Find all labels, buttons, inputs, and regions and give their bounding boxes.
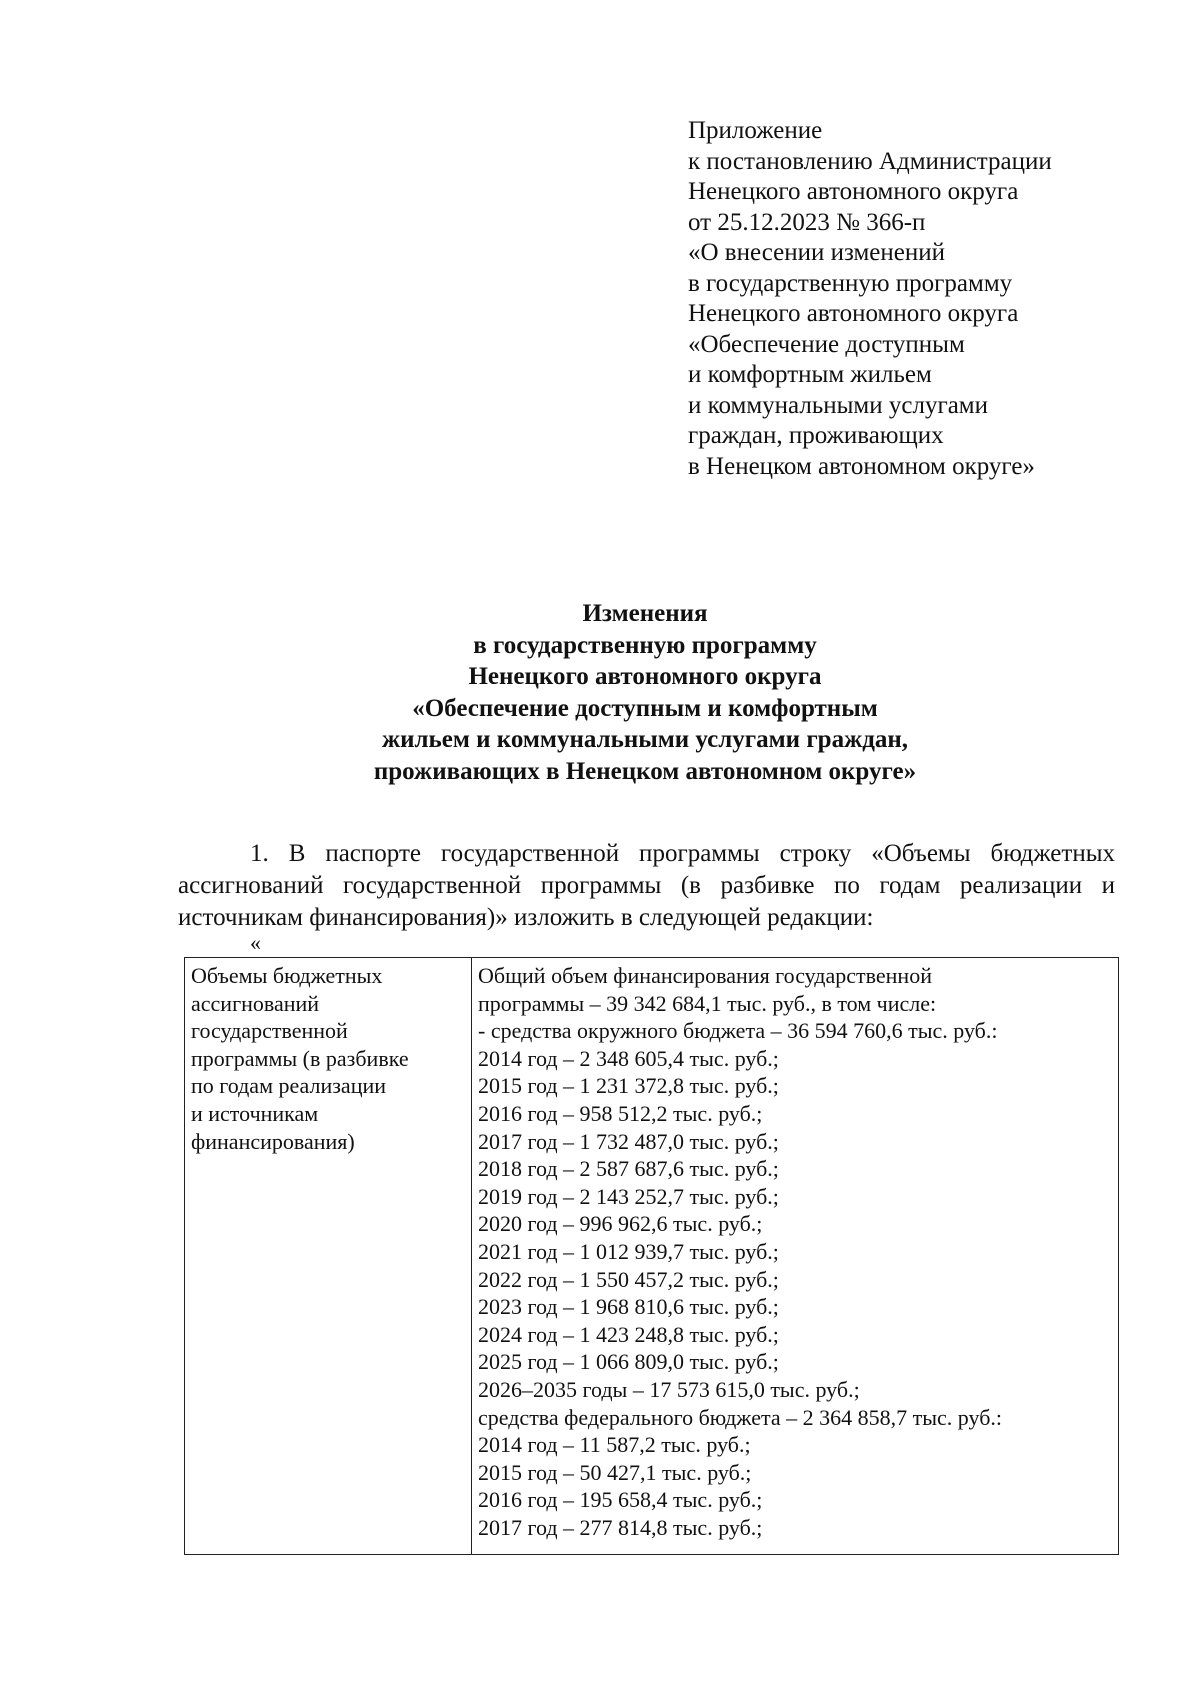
appendix-line: и коммунальными услугами xyxy=(688,391,988,419)
funding-line: 2023 год – 1 968 810,6 тыс. руб.; xyxy=(478,1294,779,1320)
appendix-line: Приложение xyxy=(688,117,823,144)
funding-line: Общий объем финансирования государственной xyxy=(478,963,932,988)
row-label-line: программы (в разбивке xyxy=(191,1045,409,1071)
funding-line: 2025 год – 1 066 809,0 тыс. руб.; xyxy=(478,1349,779,1375)
appendix-line: от 25.12.2023 № 366-п xyxy=(688,208,926,236)
appendix-line: в Ненецком автономном округе» xyxy=(688,452,1035,480)
title-line: проживающих в Ненецком автономном округе» xyxy=(373,757,917,785)
funding-line: 2015 год – 50 427,1 тыс. руб.; xyxy=(478,1459,752,1485)
table-cell-row-label xyxy=(191,962,467,1155)
funding-line: - средства окружного бюджета – 36 594 760,6 тыс. руб.: xyxy=(478,1018,998,1044)
funding-line: 2022 год – 1 550 457,2 тыс. руб.; xyxy=(478,1266,779,1292)
row-label-line: по годам реализации xyxy=(191,1073,387,1099)
title-line: Изменения xyxy=(582,600,708,627)
funding-line: 2016 год – 195 658,4 тыс. руб.; xyxy=(478,1487,763,1513)
table-cell-funding-details xyxy=(478,962,1110,1541)
funding-line: 2021 год – 1 012 939,7 тыс. руб.; xyxy=(478,1238,779,1264)
appendix-line: Ненецкого автономного округа xyxy=(688,300,1019,327)
appendix-line: граждан, проживающих xyxy=(688,422,944,449)
appendix-line: в государственную программу xyxy=(688,269,1013,297)
row-label-line: финансирования) xyxy=(191,1128,355,1154)
funding-line: 2017 год – 1 732 487,0 тыс. руб.; xyxy=(478,1128,779,1154)
funding-line: средства федерального бюджета – 2 364 858,7 тыс. руб.: xyxy=(478,1404,1002,1430)
funding-line: 2019 год – 2 143 252,7 тыс. руб.; xyxy=(478,1183,779,1209)
opening-quote-mark: « xyxy=(250,930,261,955)
funding-line: 2020 год – 996 962,6 тыс. руб.; xyxy=(478,1211,763,1237)
funding-line: программы – 39 342 684,1 тыс. руб., в том числе: xyxy=(478,990,937,1016)
appendix-line: и комфортным жильем xyxy=(688,361,932,388)
funding-line: 2014 год – 11 587,2 тыс. руб.; xyxy=(478,1432,751,1458)
appendix-line: Ненецкого автономного округа xyxy=(688,178,1019,205)
funding-line: 2024 год – 1 423 248,8 тыс. руб.; xyxy=(478,1321,779,1347)
funding-line: 2026–2035 годы – 17 573 615,0 тыс. руб.; xyxy=(478,1376,860,1402)
row-label-line: и источникам xyxy=(191,1100,319,1126)
appendix-header xyxy=(688,116,1158,482)
title-line: в государственную программу xyxy=(473,631,817,659)
title-line: «Обеспечение доступным и комфортным xyxy=(412,694,878,722)
funding-line: 2018 год – 2 587 687,6 тыс. руб.; xyxy=(478,1156,779,1182)
amendment-paragraph: 1. В паспорте государственной программы строку «Объемы бюджетных ассигнований государственной программы (в разбивке по годам реализации и источникам финансирования)» изложить в следующей редакции: xyxy=(178,840,1115,931)
title-line: жильем и коммунальными услугами граждан, xyxy=(381,726,908,753)
appendix-line: «Обеспечение доступным xyxy=(688,330,965,358)
appendix-line: к постановлению Администрации xyxy=(688,147,1052,175)
row-label-line: Объемы бюджетных xyxy=(191,963,383,988)
funding-line: 2017 год – 277 814,8 тыс. руб.; xyxy=(478,1514,763,1540)
table-column-divider xyxy=(471,958,472,1554)
row-label-line: ассигнований xyxy=(191,990,320,1016)
document-title xyxy=(150,598,1140,787)
appendix-line: «О внесении изменений xyxy=(688,239,946,266)
funding-line: 2014 год – 2 348 605,4 тыс. руб.; xyxy=(478,1045,779,1071)
budget-allocation-table xyxy=(184,957,1119,1555)
title-line: Ненецкого автономного округа xyxy=(468,663,822,690)
funding-line: 2015 год – 1 231 372,8 тыс. руб.; xyxy=(478,1073,779,1099)
row-label-line: государственной xyxy=(191,1018,348,1044)
funding-line: 2016 год – 958 512,2 тыс. руб.; xyxy=(478,1100,763,1126)
